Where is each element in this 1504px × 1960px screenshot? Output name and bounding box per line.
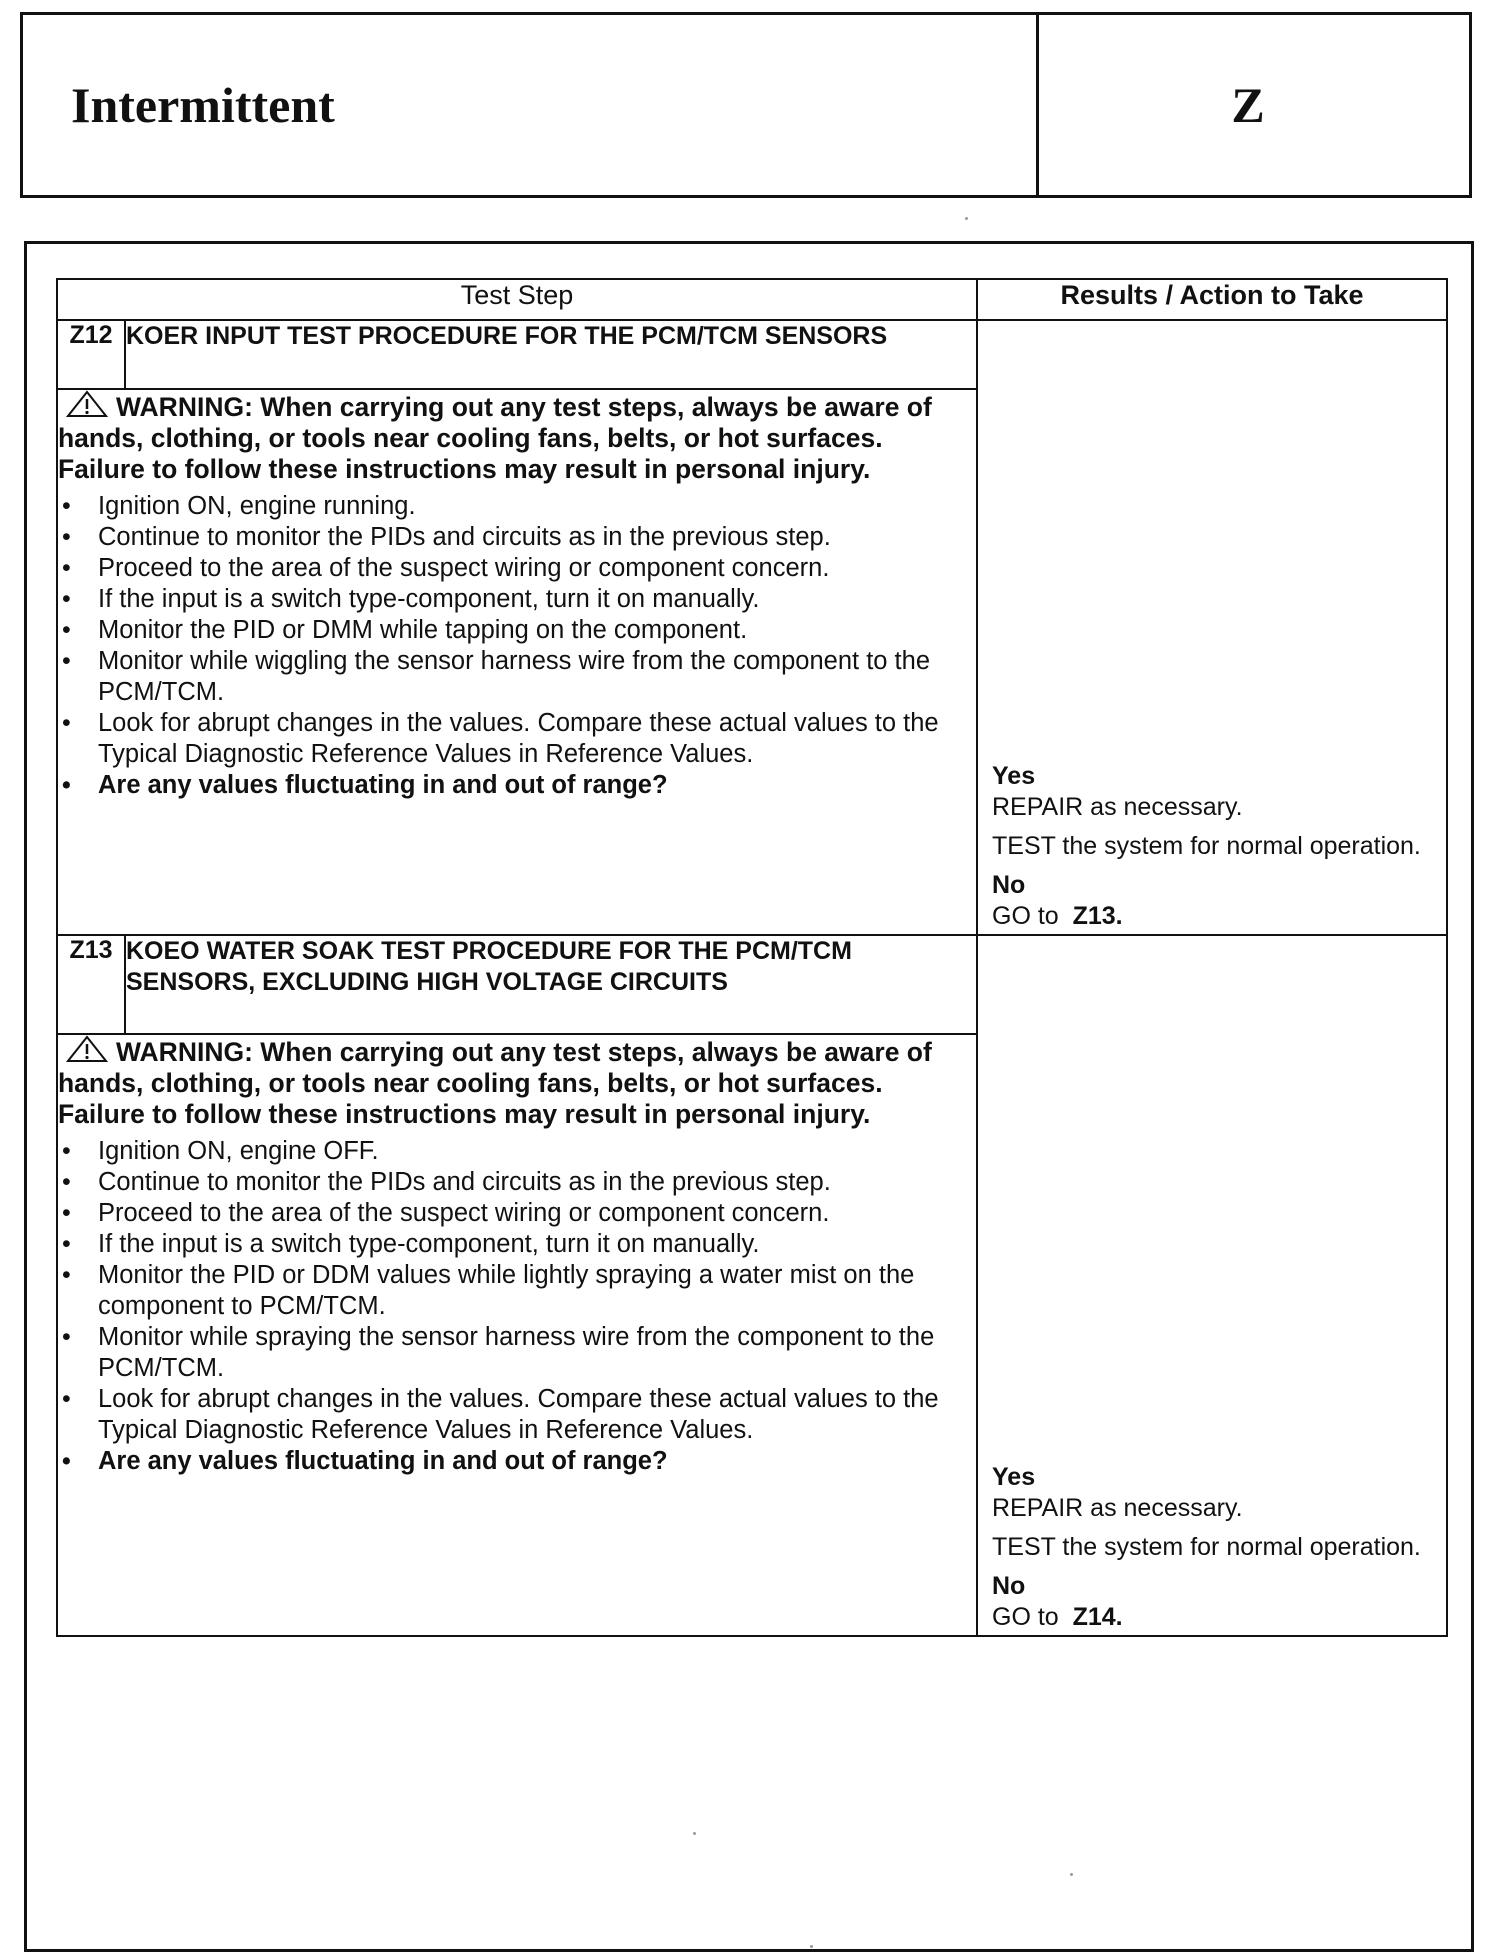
section-code: Z <box>1231 77 1265 133</box>
result-yes-label: Yes <box>992 762 1036 790</box>
test-step-table <box>56 278 1448 1637</box>
instruction-list <box>58 491 976 801</box>
result-yes-action: TEST the system for normal operation. <box>992 832 1421 860</box>
header-title-cell <box>23 15 1039 195</box>
list-item: • Monitor the PID or DMM while tapping on the component. <box>58 615 976 646</box>
step-title: KOEO WATER SOAK TEST PROCEDURE FOR THE PCM/TCM SENSORS, EXCLUDING HIGH VOLTAGE CIRCUITS <box>125 935 977 1034</box>
list-item: • Look for abrupt changes in the values. Compare these actual values to the Typical Diagnostic Reference Values in Reference Values. <box>58 708 976 770</box>
section-title: Intermittent <box>71 77 335 133</box>
list-item: • If the input is a switch type-component, turn it on manually. <box>58 584 976 615</box>
warning-text <box>58 1035 976 1130</box>
warning-triangle-icon <box>66 1035 108 1063</box>
result-no-label: No <box>992 871 1026 899</box>
step-question: • Are any values fluctuating in and out of range? <box>58 1446 976 1477</box>
result-yes-action: REPAIR as necessary. <box>992 793 1243 821</box>
scan-speck <box>965 217 968 220</box>
goto-prefix: GO to <box>992 902 1059 930</box>
column-header-results: Results / Action to Take <box>977 279 1447 320</box>
instruction-list <box>58 1136 976 1477</box>
result-yes-action: TEST the system for normal operation. <box>992 1533 1421 1561</box>
warning-message: WARNING: When carrying out any test steps, always be aware of hands, clothing, or tools near cooling fans, belts, or hot surfaces. Failure to follow these instructions may result in personal injury. <box>58 1037 932 1129</box>
step-id: Z12 <box>57 320 125 389</box>
list-item: • Proceed to the area of the suspect wiring or component concern. <box>58 1198 976 1229</box>
list-item: • Ignition ON, engine OFF. <box>58 1136 976 1167</box>
header-code-cell <box>1039 15 1469 195</box>
step-body <box>57 389 977 935</box>
list-item: • If the input is a switch type-component, turn it on manually. <box>58 1229 976 1260</box>
result-no-label: No <box>992 1572 1026 1600</box>
scan-speck <box>1070 1873 1073 1876</box>
step-title-row <box>57 320 1447 389</box>
step-question: • Are any values fluctuating in and out of range? <box>58 770 976 801</box>
list-item: • Proceed to the area of the suspect wiring or component concern. <box>58 553 976 584</box>
step-body <box>57 1034 977 1636</box>
list-item: • Continue to monitor the PIDs and circuits as in the previous step. <box>58 522 976 553</box>
result-block <box>992 761 1436 932</box>
list-item: • Ignition ON, engine running. <box>58 491 976 522</box>
table-header-row <box>57 279 1447 320</box>
list-item: • Look for abrupt changes in the values. Compare these actual values to the Typical Diagnostic Reference Values in Reference Values. <box>58 1384 976 1446</box>
step-id: Z13 <box>57 935 125 1034</box>
result-yes-action: REPAIR as necessary. <box>992 1494 1243 1522</box>
result-no-action <box>992 901 1436 932</box>
warning-message: WARNING: When carrying out any test steps, always be aware of hands, clothing, or tools near cooling fans, belts, or hot surfaces. Failure to follow these instructions may result in personal injury. <box>58 392 932 484</box>
result-no-action <box>992 1602 1436 1633</box>
list-item: • Monitor while spraying the sensor harness wire from the component to the PCM/TCM. <box>58 1322 976 1384</box>
goto-prefix: GO to <box>992 1603 1059 1631</box>
scan-speck <box>810 1945 813 1948</box>
step-title-row <box>57 935 1447 1034</box>
column-header-test-step: Test Step <box>57 279 977 320</box>
section-header <box>20 12 1472 198</box>
warning-triangle-icon <box>66 390 108 418</box>
list-item: • Monitor the PID or DDM values while lightly spraying a water mist on the component to PCM/TCM. <box>58 1260 976 1322</box>
result-cell <box>977 320 1447 935</box>
result-cell <box>977 935 1447 1636</box>
step-title: KOER INPUT TEST PROCEDURE FOR THE PCM/TCM SENSORS <box>125 320 977 389</box>
goto-target: Z14. <box>1072 1603 1123 1631</box>
scan-speck <box>693 1832 696 1835</box>
result-yes-label: Yes <box>992 1463 1036 1491</box>
warning-text <box>58 390 976 485</box>
list-item: • Monitor while wiggling the sensor harness wire from the component to the PCM/TCM. <box>58 646 976 708</box>
goto-target: Z13. <box>1072 902 1123 930</box>
list-item: • Continue to monitor the PIDs and circuits as in the previous step. <box>58 1167 976 1198</box>
result-block <box>992 1462 1436 1633</box>
